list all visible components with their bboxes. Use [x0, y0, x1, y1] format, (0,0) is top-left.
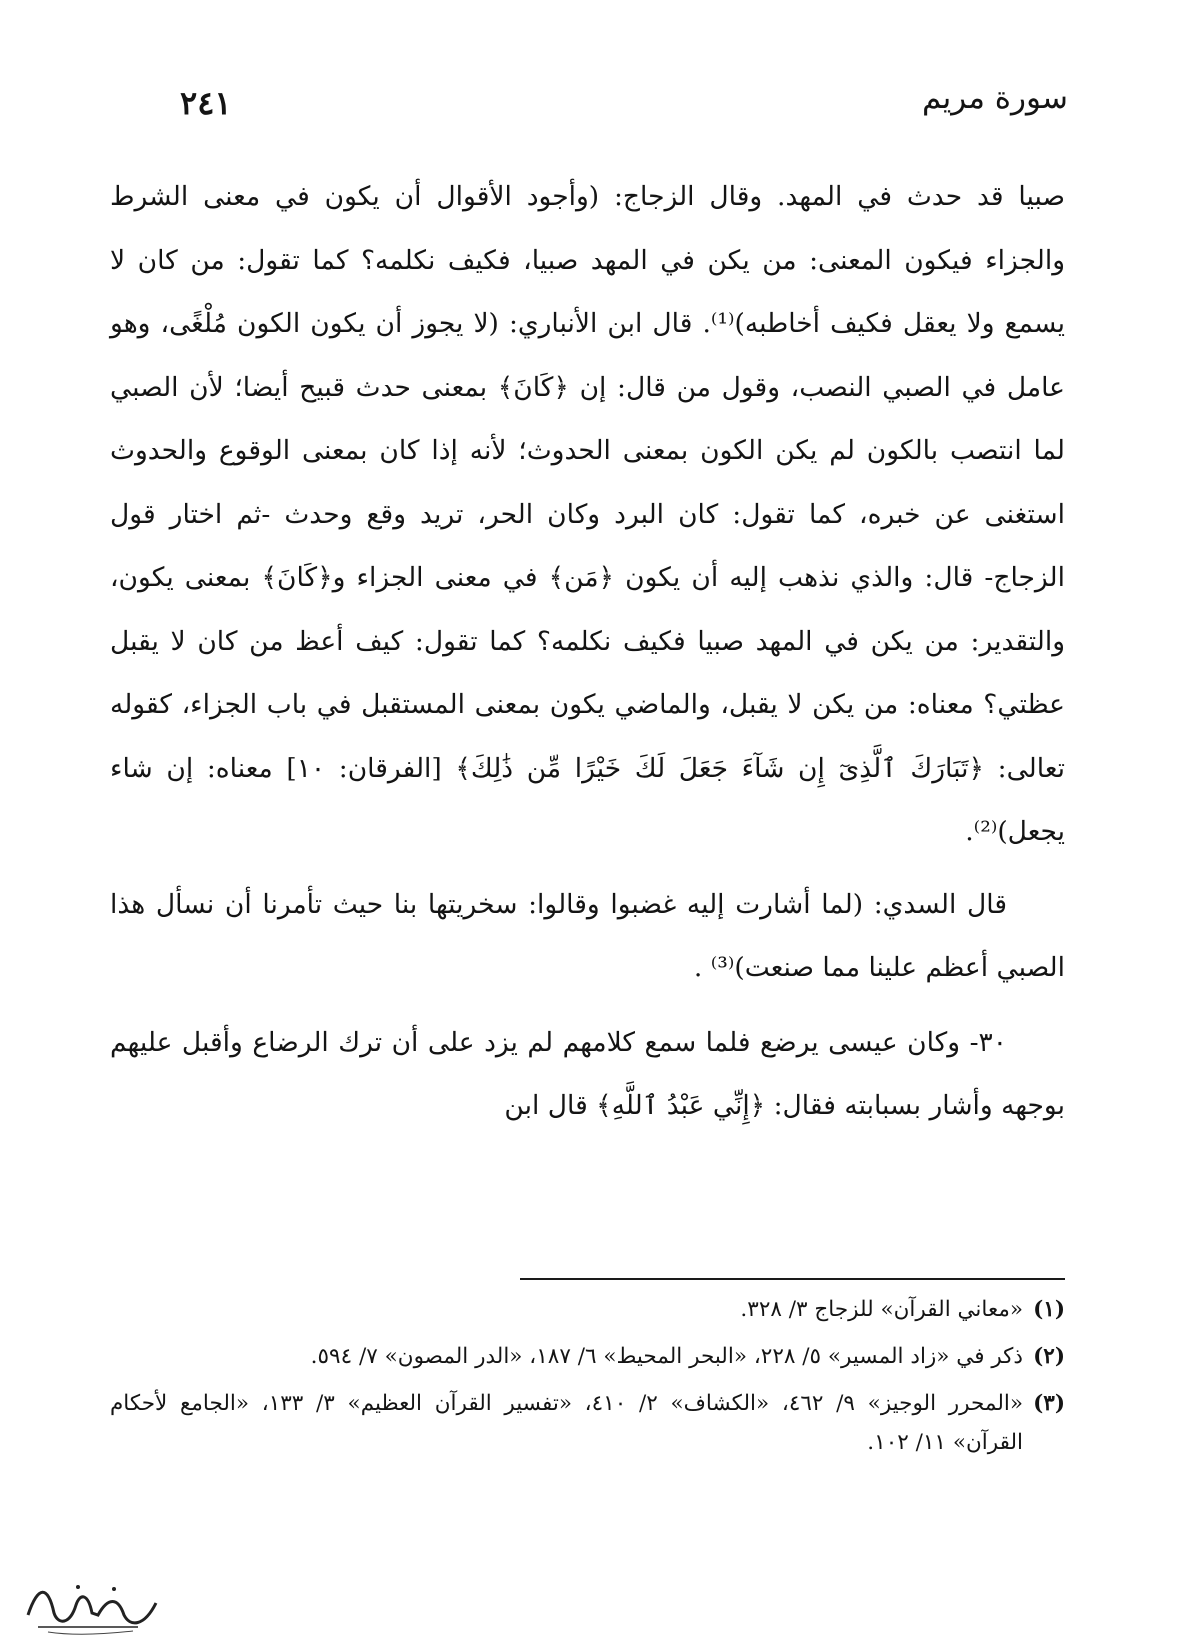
page-header [180, 80, 1068, 140]
footnote-text: «معاني القرآن» للزجاج ٣/ ٣٢٨. [740, 1297, 1023, 1322]
watermark-logo [18, 1575, 168, 1637]
footnote [110, 1290, 1065, 1329]
main-text [110, 165, 1065, 1138]
page-number: ٢٤١ [180, 84, 232, 122]
paragraph: قال السدي: (لما أشارت إليه غضبوا وقالوا: سخريتها بنا حيث تأمرنا أن نسأل هذا الصبي أعظم علينا مما صنعت)⁽³⁾ . [110, 888, 1065, 983]
surah-title: سورة مريم [921, 80, 1068, 116]
footnote-text: «المحرر الوجيز» ٩/ ٤٦٢، «الكشاف» ٢/ ٤١٠، «تفسير القرآن العظيم» ٣/ ١٣٣، «الجامع لأحكام القرآن» ١١/ ١٠٢. [110, 1391, 1024, 1455]
footnote [110, 1384, 1065, 1462]
footnote-number: (١) [1033, 1297, 1065, 1322]
footnotes [110, 1290, 1065, 1470]
paragraph: ٣٠- وكان عيسى يرضع فلما سمع كلامهم لم يزد على أن ترك الرضاع وأقبل عليهم بوجهه وأشار بسبابته فقال: ﴿إِنِّي عَبْدُ ٱللَّهِ﴾ قال ابن [110, 1026, 1065, 1121]
footnote [110, 1337, 1065, 1376]
paragraph: صبيا قد حدث في المهد. وقال الزجاج: (وأجود الأقوال أن يكون في معنى الشرط والجزاء فيكون المعنى: من يكن في المهد صبيا، فكيف نكلمه؟ كما تقول: من كان لا يسمع ولا يعقل فكيف أخاطبه)⁽¹⁾. قال ابن الأنباري: (لا يجوز أن يكون الكون مُلْغًى، وهو عامل في الصبي النصب، وقول من قال: إن ﴿كَانَ﴾ بمعنى حدث قبيح أيضا؛ لأن الصبي لما انتصب بالكون لم يكن الكون بمعنى الحدوث؛ لأنه إذا كان بمعنى الوقوع والحدوث استغنى عن خبره، كما تقول: كان البرد وكان الحر، تريد وقع وحدث -ثم اختار قول الزجاج- قال: والذي نذهب إليه أن يكون ﴿مَن﴾ في معنى الجزاء و﴿كَانَ﴾ بمعنى يكون، والتقدير: من يكن في المهد صبيا فكيف نكلمه؟ كما تقول: كيف أعظ من كان لا يقبل عظتي؟ معناه: من يكن لا يقبل، والماضي يكون بمعنى المستقبل في باب الجزاء، كقوله تعالى: ﴿تَبَارَكَ ٱلَّذِىٓ إِن شَآءَ جَعَلَ لَكَ خَيْرًا مِّن ذَٰلِكَ﴾ [الفرقان: ١٠] معناه: إن شاء يجعل)⁽²⁾. [110, 181, 1066, 847]
footnote-divider [520, 1278, 1065, 1280]
footnote-number: (٢) [1033, 1344, 1065, 1369]
footnote-text: ذكر في «زاد المسير» ٥/ ٢٢٨، «البحر المحيط» ٦/ ١٨٧، «الدر المصون» ٧/ ٥٩٤. [310, 1344, 1023, 1369]
footnote-number: (٣) [1033, 1391, 1065, 1416]
